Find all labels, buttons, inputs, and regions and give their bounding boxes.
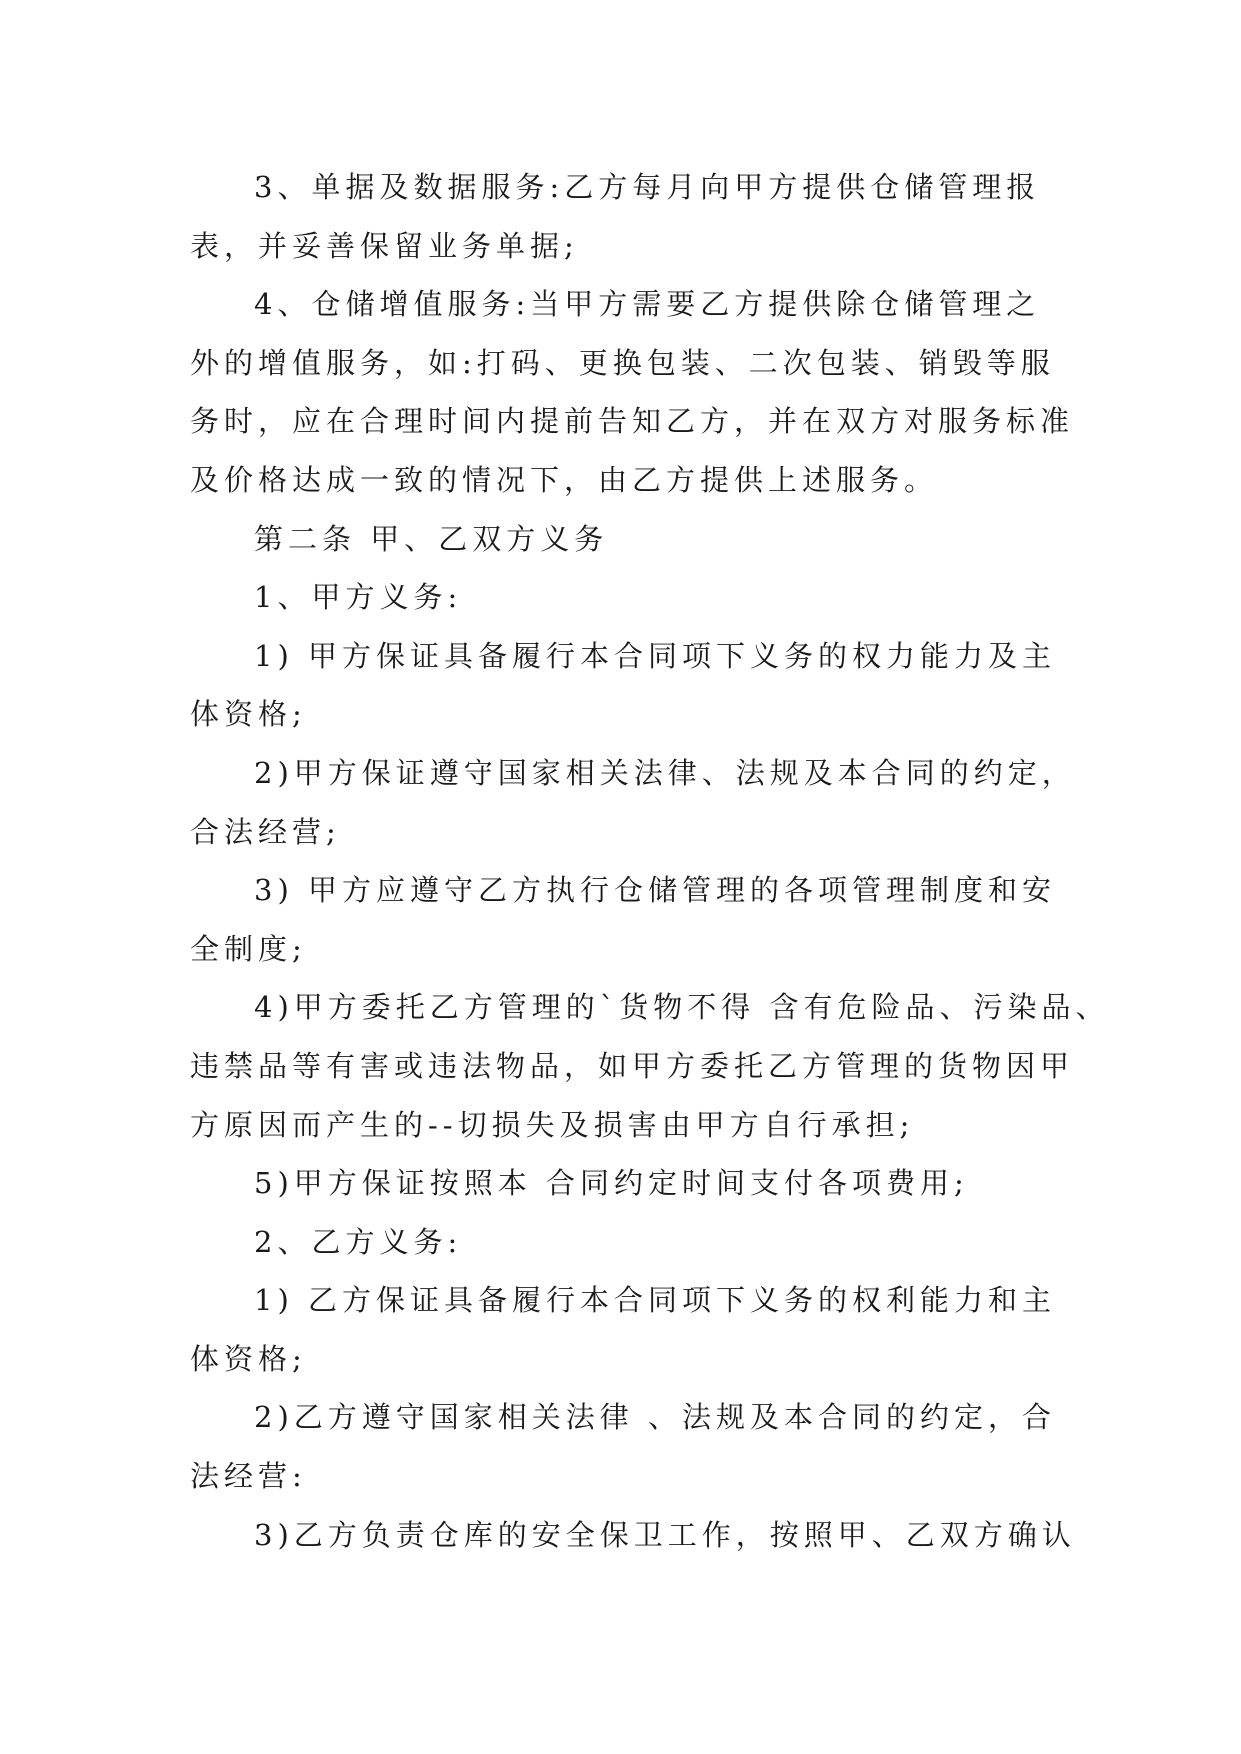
document-line: 体资格;	[190, 697, 307, 732]
document-line: 方原因而产生的--切损失及损害由甲方自行承担;	[190, 1107, 915, 1142]
document-line: 表，并妥善保留业务单据;	[190, 228, 579, 263]
document-line: 法经营:	[190, 1459, 307, 1494]
document-line: 外的增值服务，如:打码、更换包装、二次包装、销毁等服	[190, 345, 1055, 380]
document-line: 体资格;	[190, 1341, 307, 1376]
document-line: 合法经营;	[190, 814, 341, 849]
document-line: 3、单据及数据服务:乙方每月向甲方提供仓储管理报	[254, 170, 1041, 204]
document-line: 全制度;	[190, 931, 307, 966]
document-line: 2、乙方义务:	[254, 1224, 463, 1259]
document-body	[190, 158, 1110, 1564]
document-line: 违禁品等有害或违法物品，如甲方委托乙方管理的货物因甲	[190, 1048, 1075, 1083]
document-line: 3) 甲方应遵守乙方执行仓储管理的各项管理制度和安	[254, 873, 1056, 908]
document-line: 第二条 甲、乙双方义务	[254, 521, 609, 556]
document-line: 2)甲方保证遵守国家相关法律、法规及本合同的约定，	[254, 755, 1076, 790]
document-line: 5)甲方保证按照本 合同约定时间支付各项费用;	[254, 1166, 969, 1201]
document-line: 3)乙方负责仓库的安全保卫工作，按照甲、乙双方确认	[254, 1517, 1076, 1552]
document-line: 4、仓储增值服务:当甲方需要乙方提供除仓储管理之	[254, 287, 1041, 322]
document-line: 4)甲方委托乙方管理的`货物不得 含有危险品、污染品、	[254, 990, 1110, 1025]
document-line: 1、甲方义务:	[254, 580, 463, 615]
document-line: 1) 乙方保证具备履行本合同项下义务的权利能力和主	[254, 1283, 1056, 1318]
document-line: 1) 甲方保证具备履行本合同项下义务的权力能力及主	[254, 638, 1056, 673]
document-line: 及价格达成一致的情况下，由乙方提供上述服务。	[190, 462, 939, 497]
document-line: 2)乙方遵守国家相关法律 、法规及本合同的约定，合	[254, 1400, 1056, 1435]
document-line: 务时，应在合理时间内提前告知乙方，并在双方对服务标准	[190, 404, 1075, 439]
